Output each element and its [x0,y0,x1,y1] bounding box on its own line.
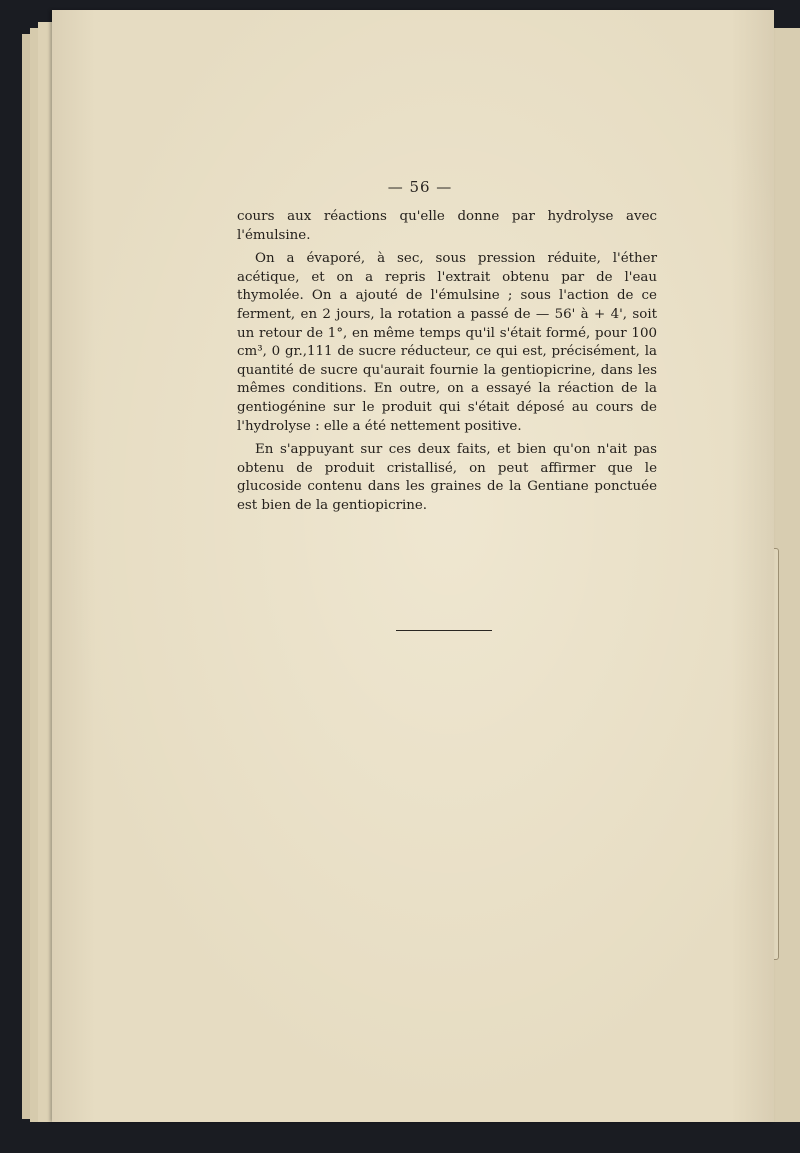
body-text [237,208,657,521]
paragraph-3: En s'appuyant sur ces deux faits, et bien qu'on n'ait pas obtenu de produit cristallisé, on peut affirmer que le glucoside contenu dans les graines de la Gentiane ponctuée est bien de la gentiopicrine. [237,442,657,513]
paragraph-1: cours aux réactions qu'elle donne par hydrolyse avec l'émulsine. [237,209,657,243]
section-divider [396,630,492,631]
paragraph-2: On a évaporé, à sec, sous pression réduite, l'éther acétique, et on a repris l'extrait obtenu par de l'eau thymolée. On a ajouté de l'émulsine ; sous l'action de ce ferment, en 2 jours, la rotation a passé de — 56' à + 4', soit un retour de 1°, en même temps qu'il s'était formé, pour 100 cm³, 0 gr.,111 de sucre réducteur, ce qui est, précisément, la quantité de sucre qu'aurait fournie la gentiopicrine, dans les mêmes conditions. En outre, on a essayé la réaction de la gentiogénine sur le produit qui s'était déposé au cours de l'hydrolyse : elle a été nettement positive. [237,251,657,434]
book-page [52,10,774,1122]
page-number: — 56 — [387,178,453,196]
